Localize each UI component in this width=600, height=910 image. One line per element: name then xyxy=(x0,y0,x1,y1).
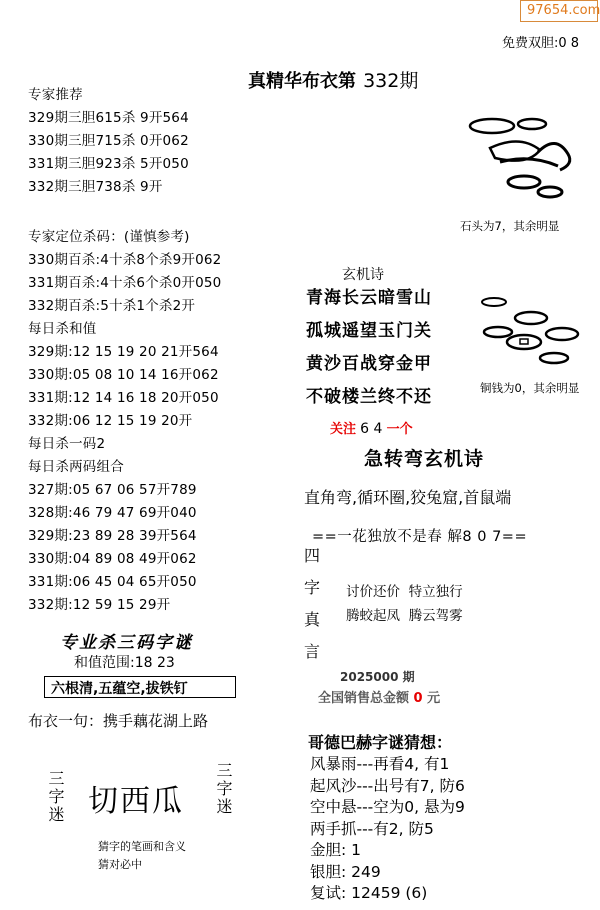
free-dan: 免费双胆:0 8 xyxy=(502,36,580,51)
jizhuan-title: 急转弯玄机诗 xyxy=(364,448,485,470)
four-line-1: 讨价还价 特立独行 xyxy=(346,584,463,600)
follow-line xyxy=(330,418,413,437)
coin-shape xyxy=(546,328,578,340)
four-char: 字 xyxy=(304,578,321,597)
daily-two-row: 330期:04 89 08 49开062 xyxy=(28,551,197,567)
daily-two-heading: 每日杀两码组合 xyxy=(28,459,124,475)
riddle-row: 风暴雨---再看4, 有1 xyxy=(310,755,450,773)
riddle-row: 两手抓---有2, 防5 xyxy=(310,819,434,838)
coin-caption: 铜钱为0，其余明显 xyxy=(480,381,580,395)
daily-section xyxy=(28,226,221,617)
daily-one-heading: 每日杀一码2 xyxy=(28,436,106,452)
riddle-row: 起风沙---出号有7, 防6 xyxy=(310,776,465,795)
stat-line xyxy=(318,687,440,706)
position-row: 332期百杀:5十杀1个杀2开 xyxy=(28,298,196,314)
poem-line: 青海长云暗雪山 xyxy=(306,288,432,308)
poem xyxy=(306,282,432,414)
follow-suffix: 一个 xyxy=(386,422,413,437)
daily-sum-heading: 每日杀和值 xyxy=(28,321,97,337)
stone-shape xyxy=(500,159,558,166)
six-roots-text: 六根清,五蕴空,拔铁钉 xyxy=(51,681,188,697)
position-row: 330期百杀:4十杀8个杀9开062 xyxy=(28,252,222,268)
stone-shape xyxy=(470,119,514,133)
follow-nums: 6 4 xyxy=(360,421,383,437)
coin-shape xyxy=(484,327,512,337)
riddle-list xyxy=(310,754,465,905)
sum-range: 和值范围:18 23 xyxy=(74,655,175,671)
six-roots-box xyxy=(44,676,236,698)
daily-two-row: 329期:23 89 28 39开564 xyxy=(28,528,197,544)
stat-amount: 0 xyxy=(413,691,423,706)
position-heading: 专家定位杀码：(谨慎参考) xyxy=(28,229,190,245)
guess-note-2: 猜对必中 xyxy=(98,858,142,871)
four-char: 四 xyxy=(304,546,321,565)
coin-hole xyxy=(520,339,528,344)
daily-sum-row: 330期:05 08 10 14 16开062 xyxy=(28,367,219,383)
daily-two-row: 327期:05 67 06 57开789 xyxy=(28,482,197,498)
coin-shape xyxy=(482,298,506,306)
expert-row: 329期三胆615杀 9开564 xyxy=(28,110,189,126)
stone-shape xyxy=(538,143,570,170)
stat-label: 全国销售总金额 xyxy=(318,691,410,706)
watermark-text: 97654.com xyxy=(527,3,600,18)
daily-sum-row: 332期:06 12 15 19 20开 xyxy=(28,413,193,429)
daily-two-row: 331期:06 45 04 65开050 xyxy=(28,574,197,590)
stone-shape xyxy=(508,176,540,188)
expert-row: 332期三胆738杀 9开 xyxy=(28,179,163,195)
flower-line: ==一花独放不是春 解8 0 7== xyxy=(312,529,528,545)
title-text: 真精华布衣第 xyxy=(248,71,356,92)
riddle-row: 金胆: 1 xyxy=(310,841,362,859)
xuanji-heading: 玄机诗 xyxy=(342,267,384,283)
daily-two-row: 328期:46 79 47 69开040 xyxy=(28,505,197,521)
stat-unit: 元 xyxy=(427,691,441,706)
stone-shape xyxy=(538,187,562,197)
daily-two-row: 332期:12 59 15 29开 xyxy=(28,597,171,613)
expert-heading: 专家推荐 xyxy=(28,87,83,103)
buyi-phrase: 布衣一句：携手藕花湖上路 xyxy=(28,712,209,730)
watermark-box xyxy=(520,0,598,22)
coins-illustration xyxy=(476,294,591,374)
riddle-heading: 哥德巴赫字谜猜想： xyxy=(308,733,453,752)
page-title xyxy=(248,66,418,93)
riddle-row: 银胆: 249 xyxy=(310,862,381,881)
four-line-2: 腾蛟起凤 腾云驾雾 xyxy=(346,608,463,624)
coin-shape xyxy=(540,353,568,363)
expert-row: 330期三胆715杀 0开062 xyxy=(28,133,189,149)
stone-shape xyxy=(518,119,546,129)
coin-shape xyxy=(515,312,547,324)
four-char: 言 xyxy=(304,642,321,661)
riddle-row: 空中悬---空为0, 悬为9 xyxy=(310,798,465,816)
kill-three-title: 专业杀三码字谜 xyxy=(60,633,193,653)
stones-illustration xyxy=(460,108,585,208)
poem-line: 孤城遥望玉门关 xyxy=(306,321,432,341)
four-chars xyxy=(304,540,320,668)
poem-line: 黄沙百战穿金甲 xyxy=(306,354,432,374)
four-char: 真 xyxy=(304,610,321,629)
stat-issue: 2025000 期 xyxy=(340,670,415,684)
daily-sum-row: 331期:12 14 16 18 20开050 xyxy=(28,390,219,406)
position-row: 331期百杀:4十杀6个杀0开050 xyxy=(28,275,222,291)
expert-section xyxy=(28,84,189,199)
coin-shape xyxy=(507,335,541,349)
zimi-right: 三字迷 xyxy=(214,762,233,816)
expert-row: 331期三胆923杀 5开050 xyxy=(28,156,189,172)
follow-prefix: 关注 xyxy=(330,422,357,437)
guess-note-1: 猜字的笔画和含义 xyxy=(98,840,186,853)
zimi-left: 三字迷 xyxy=(46,770,65,824)
stone-caption: 石头为7，其余明显 xyxy=(460,219,560,233)
zimi-center: 切西瓜 xyxy=(88,784,184,819)
jizhuan-line: 直角弯,循环圈,狡兔窟,首鼠端 xyxy=(304,488,512,507)
poem-line: 不破楼兰终不还 xyxy=(306,387,432,407)
daily-sum-row: 329期:12 15 19 20 21开564 xyxy=(28,344,219,360)
riddle-row: 复试: 12459 (6) xyxy=(310,884,428,902)
title-issue: 332期 xyxy=(363,70,419,92)
